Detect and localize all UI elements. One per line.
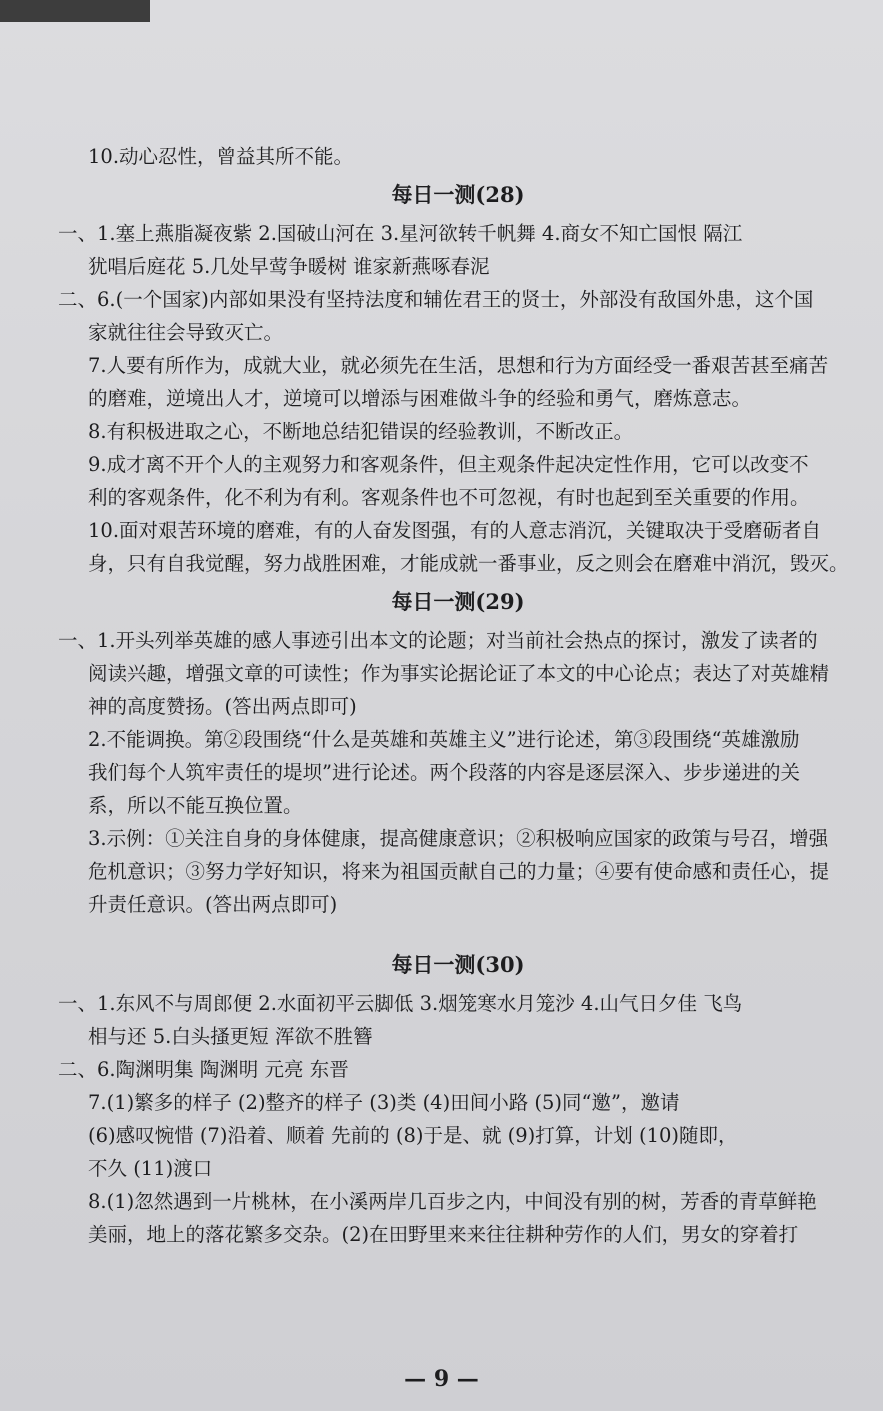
sec28-line-7: 8.有积极进取之心，不断地总结犯错误的经验教训，不断改正。: [88, 420, 634, 443]
sec30-line-4: 7.(1)繁多的样子 (2)整齐的样子 (3)类 (4)田间小路 (5)同“邀”，邀请: [88, 1091, 680, 1114]
sec28-line-6: 的磨难，逆境出人才，逆境可以增添与困难做斗争的经验和勇气，磨炼意志。: [88, 387, 752, 410]
sec28-line-3: 二、6.(一个国家)内部如果没有坚持法度和辅佐君王的贤士，外部没有敌国外患，这个国: [58, 288, 814, 311]
sec29-line-6: 系，所以不能互换位置。: [88, 794, 303, 817]
sec28-line-4: 家就往往会导致灭亡。: [88, 321, 284, 344]
sec28-line-5: 7.人要有所作为，成就大业，就必须先在生活，思想和行为方面经受一番艰苦甚至痛苦: [88, 354, 829, 377]
sec30-line-6: 不久 (11)渡口: [88, 1157, 213, 1180]
sec28-line-10: 10.面对艰苦环境的磨难，有的人奋发图强，有的人意志消沉，关键取决于受磨砺者自: [88, 519, 822, 542]
sec28-line-8: 9.成才离不开个人的主观努力和客观条件，但主观条件起决定性作用，它可以改变不: [88, 453, 809, 476]
sec28-line-11: 身，只有自我觉醒，努力战胜困难，才能成就一番事业，反之则会在磨难中消沉，毁灭。: [88, 552, 849, 575]
sec30-line-7: 8.(1)忽然遇到一片桃林，在小溪两岸几百步之内，中间没有别的树，芳香的青草鲜艳: [88, 1190, 817, 1213]
section-heading-29: 每日一测(29): [391, 589, 525, 614]
sec28-line-1: 一、1.塞上燕脂凝夜紫 2.国破山河在 3.星河欲转千帆舞 4.商女不知亡国恨 隔江: [58, 222, 743, 245]
sec28-line-9: 利的客观条件，化不利为有利。客观条件也不可忽视，有时也起到至关重要的作用。: [88, 486, 810, 509]
sec30-line-1: 一、1.东风不与周郎便 2.水面初平云脚低 3.烟笼寒水月笼沙 4.山气日夕佳 飞鸟: [58, 992, 743, 1015]
section-heading-28: 每日一测(28): [391, 182, 525, 207]
dark-edge-strip: [0, 0, 150, 22]
sec29-line-3: 神的高度赞扬。(答出两点即可): [88, 695, 357, 718]
sec29-line-8: 危机意识；③努力学好知识，将来为祖国贡献自己的力量；④要有使命感和责任心，提: [88, 860, 830, 883]
section-heading-30: 每日一测(30): [391, 952, 525, 977]
answer-content: [58, 140, 858, 1251]
sec29-line-4: 2.不能调换。第②段围绕“什么是英雄和英雄主义”进行论述，第③段围绕“英雄激励: [88, 728, 800, 751]
sec29-line-9: 升责任意识。(答出两点即可): [88, 893, 338, 916]
sec29-line-1: 一、1.开头列举英雄的感人事迹引出本文的论题；对当前社会热点的探讨，激发了读者的: [58, 629, 818, 652]
sec29-line-7: 3.示例：①关注自身的身体健康，提高健康意识；②积极响应国家的政策与号召，增强: [88, 827, 829, 850]
item-10-prev: 10.动心忍性，曾益其所不能。: [88, 145, 354, 168]
sec30-line-8: 美丽，地上的落花繁多交杂。(2)在田野里来来往往耕种劳作的人们，男女的穿着打: [88, 1223, 799, 1246]
sec28-line-2: 犹唱后庭花 5.几处早莺争暖树 谁家新燕啄春泥: [88, 255, 490, 278]
sec30-line-2: 相与还 5.白头搔更短 浑欲不胜簪: [88, 1025, 373, 1048]
sec30-line-5: (6)感叹惋惜 (7)沿着、顺着 先前的 (8)于是、就 (9)打算，计划 (10)随即，: [88, 1124, 738, 1147]
sec29-line-5: 我们每个人筑牢责任的堤坝”进行论述。两个段落的内容是逐层深入、步步递进的关: [88, 761, 800, 784]
page-number: — 9 —: [404, 1366, 479, 1392]
sec30-line-3: 二、6.陶渊明集 陶渊明 元亮 东晋: [58, 1058, 349, 1081]
sec29-line-2: 阅读兴趣，增强文章的可读性；作为事实论据论证了本文的中心论点；表达了对英雄精: [88, 662, 830, 685]
